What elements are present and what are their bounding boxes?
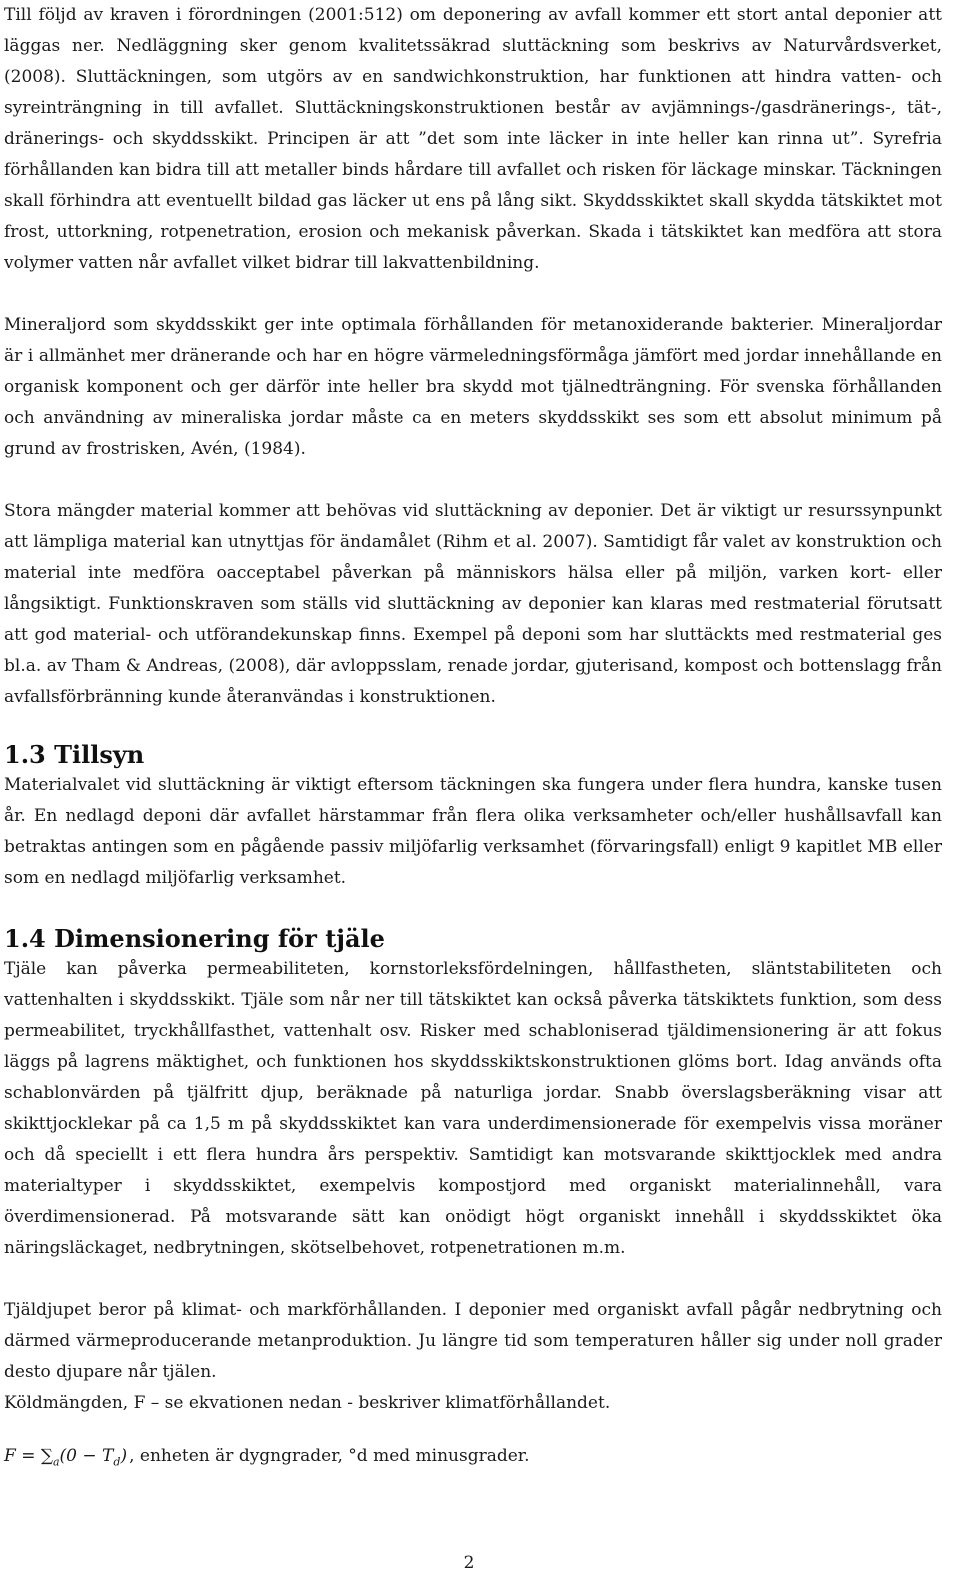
formula-sub-d: d	[113, 1455, 121, 1469]
formula-caption: , enheten är dygngrader, °d med minusgrader.	[129, 1446, 530, 1466]
paragraph-tjaldjup: Tjäldjupet beror på klimat- och markförhållanden. I deponier med organiskt avfall pågår nedbrytning och därmed värmeproducerande metanproduktion. Ju längre tid som temperaturen håller sig under noll grader desto djupare når tjälen.	[4, 1300, 942, 1382]
paragraph-dimensionering: Tjäle kan påverka permeabiliteten, kornstorleksfördelningen, hållfastheten, släntstabiliteten och vattenhalten i skyddsskikt. Tjäle som når ner till tätskiktet kan också påverka tätskiktets funktion, som dess permeabilitet, tryckhållfasthet, vattenhalt osv. Risker med schabloniserad tjäldimensionering är att fokus läggs på lagrens mäktighet, och funktionen hos skyddsskiktskonstruktionen glöms bort. Idag används ofta schablonvärden på tjälfritt djup, beräknade på naturliga jordar. Snabb överslagsberäkning visar att skikttjocklekar på ca 1,5 m på skyddsskiktet kan vara underdimensionerade för exempelvis vissa moräner och då speciellt i ett flera hundra års perspektiv. Samtidigt kan motsvarande skikttjocklek med andra materialtyper i skyddsskiktet, exempelvis kompostjord med organiskt materialinnehåll, vara överdimensionerad. På motsvarande sätt kan onödigt högt organiskt innehåll i skyddsskiktet öka näringsläckaget, nedbrytningen, skötselbehovet, rotpenetrationen m.m.	[4, 959, 942, 1258]
document-page	[4, 0, 942, 1477]
formula-row	[4, 1441, 942, 1477]
heading-tillsyn: 1.3 Tillsyn	[4, 740, 145, 769]
formula-lhs: F = ∑	[4, 1446, 53, 1466]
paragraph-material: Stora mängder material kommer att behövas vid sluttäckning av deponier. Det är viktigt ur resurssynpunkt att lämpliga material kan utnyttjas för ändamålet (Rihm et al. 2007). Samtidigt får valet av konstruktion och material inte medföra oacceptabel påverkan på människors hälsa eller på miljön, varken kort- eller långsiktigt. Funktionskraven som ställs vid sluttäckning av deponier kan klaras med restmaterial förutsatt att god material- och utförandekunskap finns. Exempel på deponi som har sluttäckts med restmaterial ges bl.a. av Tham & Andreas, (2008), där avloppsslam, renade jordar, gjuterisand, kompost och bottenslagg från avfallsförbränning kunde återanvändas i konstruktionen.	[4, 501, 942, 707]
paragraph-mineraljord: Mineraljord som skyddsskikt ger inte optimala förhållanden för metanoxiderande bakterier. Mineraljordar är i allmänhet mer dränerande och har en högre värmeledningsförmåga jämfört med jordar innehållande en organisk komponent och ger därför inte heller bra skydd mot tjälnedträngning. För svenska förhållanden och användning av mineraliska jordar måste ca en meters skyddsskikt ses som ett absolut minimum på grund av frostrisken, Avén, (1984).	[4, 315, 942, 459]
paragraph-tillsyn: Materialvalet vid sluttäckning är viktigt eftersom täckningen ska fungera under flera hundra, kanske tusen år. En nedlagd deponi där avfallet härstammar från flera olika verksamheter och/eller hushållsavfall kan betraktas antingen som en pågående passiv miljöfarlig verksamhet (förvaringsfall) enligt 9 kapitlet MB eller som en nedlagd miljöfarlig verksamhet.	[4, 775, 942, 888]
paragraph-intro: Till följd av kraven i förordningen (2001:512) om deponering av avfall kommer ett stort antal deponier att läggas ner. Nedläggning sker genom kvalitetssäkrad sluttäckning som beskrivs av Naturvårdsverket, (2008). Sluttäckningen, som utgörs av en sandwichkonstruktion, har funktionen att hindra vatten- och syreinträngning in till avfallet. Sluttäckningskonstruktionen består av avjämnings-/gasdränerings-, tät-, dränerings- och skyddsskikt. Principen är att ”det som inte läcker in inte heller kan rinna ut”. Syrefria förhållanden kan bidra till att metaller binds hårdare till avfallet och risken för läckage minskar. Täckningen skall förhindra att eventuellt bildad gas läcker ut ens på lång sikt. Skyddsskiktet skall skydda tätskiktet mot frost, uttorkning, rotpenetration, erosion och mekanisk påverkan. Skada i tätskiktet kan medföra att stora volymer vatten når avfallet vilket bidrar till lakvattenbildning.	[4, 5, 942, 273]
heading-dimensionering: 1.4 Dimensionering för tjäle	[4, 924, 385, 953]
page-number: 2	[463, 1553, 475, 1573]
formula-rhs: )	[120, 1446, 128, 1466]
paragraph-koldmangd: Köldmängden, F – se ekvationen nedan - beskriver klimatförhållandet.	[4, 1393, 611, 1413]
formula-sub-a: a	[52, 1455, 60, 1469]
formula-mid: (0 − T	[59, 1446, 114, 1466]
formula-equation	[4, 1441, 127, 1477]
